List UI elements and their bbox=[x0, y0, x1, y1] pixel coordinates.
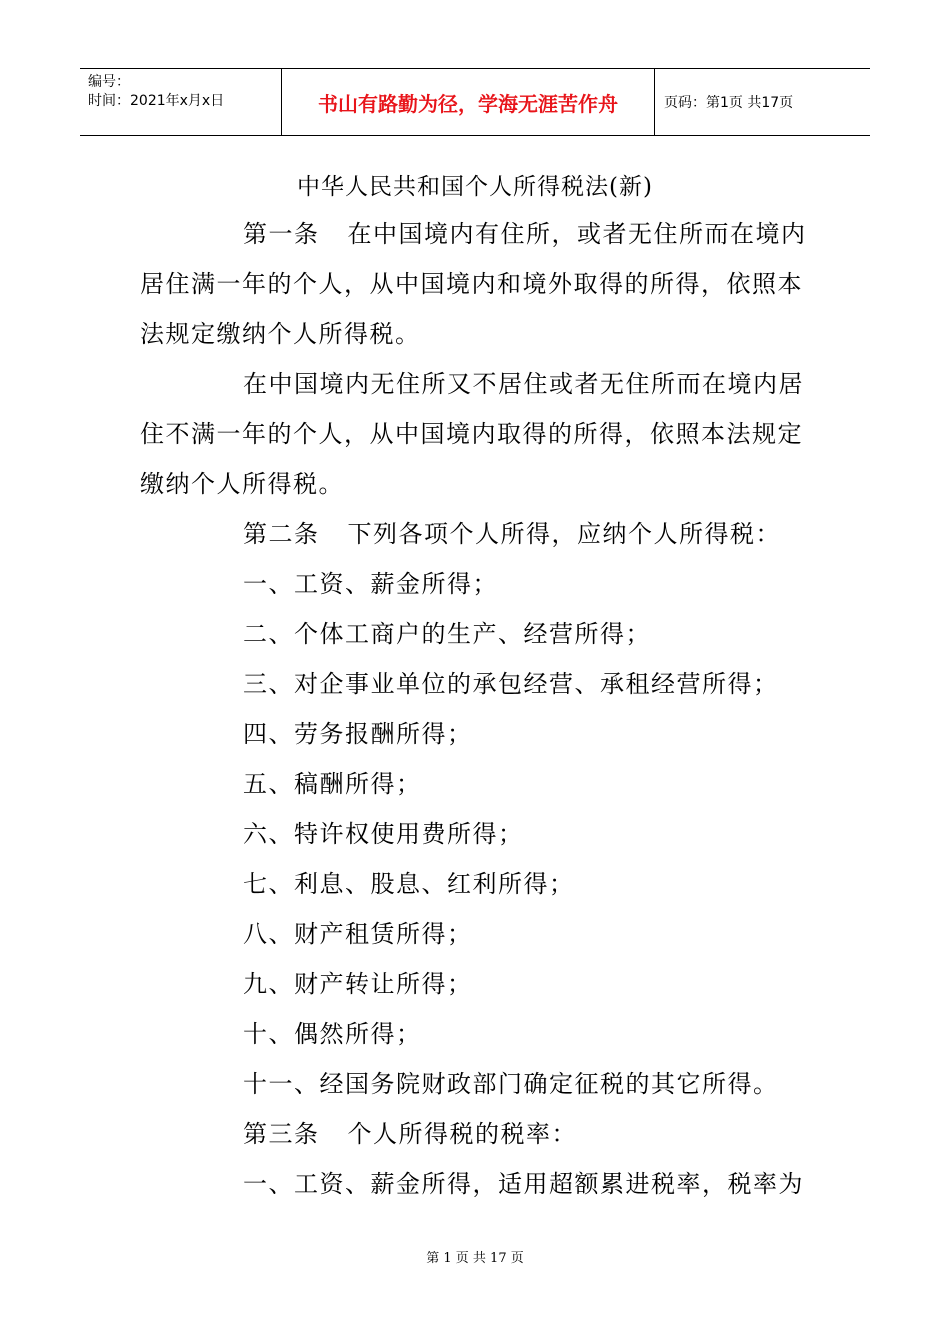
article-lead: 第二条 bbox=[243, 520, 320, 548]
body-line bbox=[243, 219, 807, 249]
list-item: 六、特许权使用费所得； bbox=[243, 820, 524, 848]
list-item: 八、财产租赁所得； bbox=[243, 920, 473, 948]
list-item: 九、财产转让所得； bbox=[243, 970, 473, 998]
list-item: 二、个体工商户的生产、经营所得； bbox=[243, 620, 651, 648]
body-line bbox=[243, 519, 781, 549]
list-item: 五、稿酬所得； bbox=[243, 770, 422, 798]
body-line: 缴纳个人所得税。 bbox=[140, 470, 344, 498]
header-meta-cell bbox=[80, 69, 282, 135]
body-line: 法规定缴纳个人所得税。 bbox=[140, 320, 421, 348]
body-line bbox=[243, 1119, 577, 1149]
list-item: 四、劳务报酬所得； bbox=[243, 720, 473, 748]
list-item: 十、偶然所得； bbox=[243, 1020, 422, 1048]
list-item: 十一、经国务院财政部门确定征税的其它所得。 bbox=[243, 1070, 779, 1098]
line-text: 下列各项个人所得，应纳个人所得税： bbox=[347, 520, 781, 548]
line-text: 在中国境内有住所，或者无住所而在境内 bbox=[347, 220, 807, 248]
line-text: 个人所得税的税率： bbox=[347, 1120, 577, 1148]
page-footer: 第 1 页 共 17 页 bbox=[426, 1251, 524, 1266]
list-item: 七、利息、股息、红利所得； bbox=[243, 870, 575, 898]
header-page-info: 页码：第1页 共17页 bbox=[664, 95, 794, 111]
document-title: 中华人民共和国个人所得税法(新) bbox=[297, 174, 653, 200]
list-item: 三、对企事业单位的承包经营、承租经营所得； bbox=[243, 670, 779, 698]
list-item: 一、工资、薪金所得； bbox=[243, 570, 498, 598]
header-table bbox=[80, 68, 870, 136]
body-line: 居住满一年的个人，从中国境内和境外取得的所得，依照本 bbox=[140, 270, 803, 298]
body-line: 在中国境内无住所又不居住或者无住所而在境内居 bbox=[243, 370, 804, 398]
document-number-label: 编号： bbox=[88, 74, 130, 90]
header-motto: 书山有路勤为径，学海无涯苦作舟 bbox=[282, 69, 655, 135]
list-item: 一、工资、薪金所得，适用超额累进税率，税率为 bbox=[243, 1170, 804, 1198]
document-date-label: 时间：2021年x月x日 bbox=[88, 93, 225, 109]
article-lead: 第三条 bbox=[243, 1120, 320, 1148]
body-line: 住不满一年的个人，从中国境内取得的所得，依照本法规定 bbox=[140, 420, 803, 448]
article-lead: 第一条 bbox=[243, 220, 320, 248]
